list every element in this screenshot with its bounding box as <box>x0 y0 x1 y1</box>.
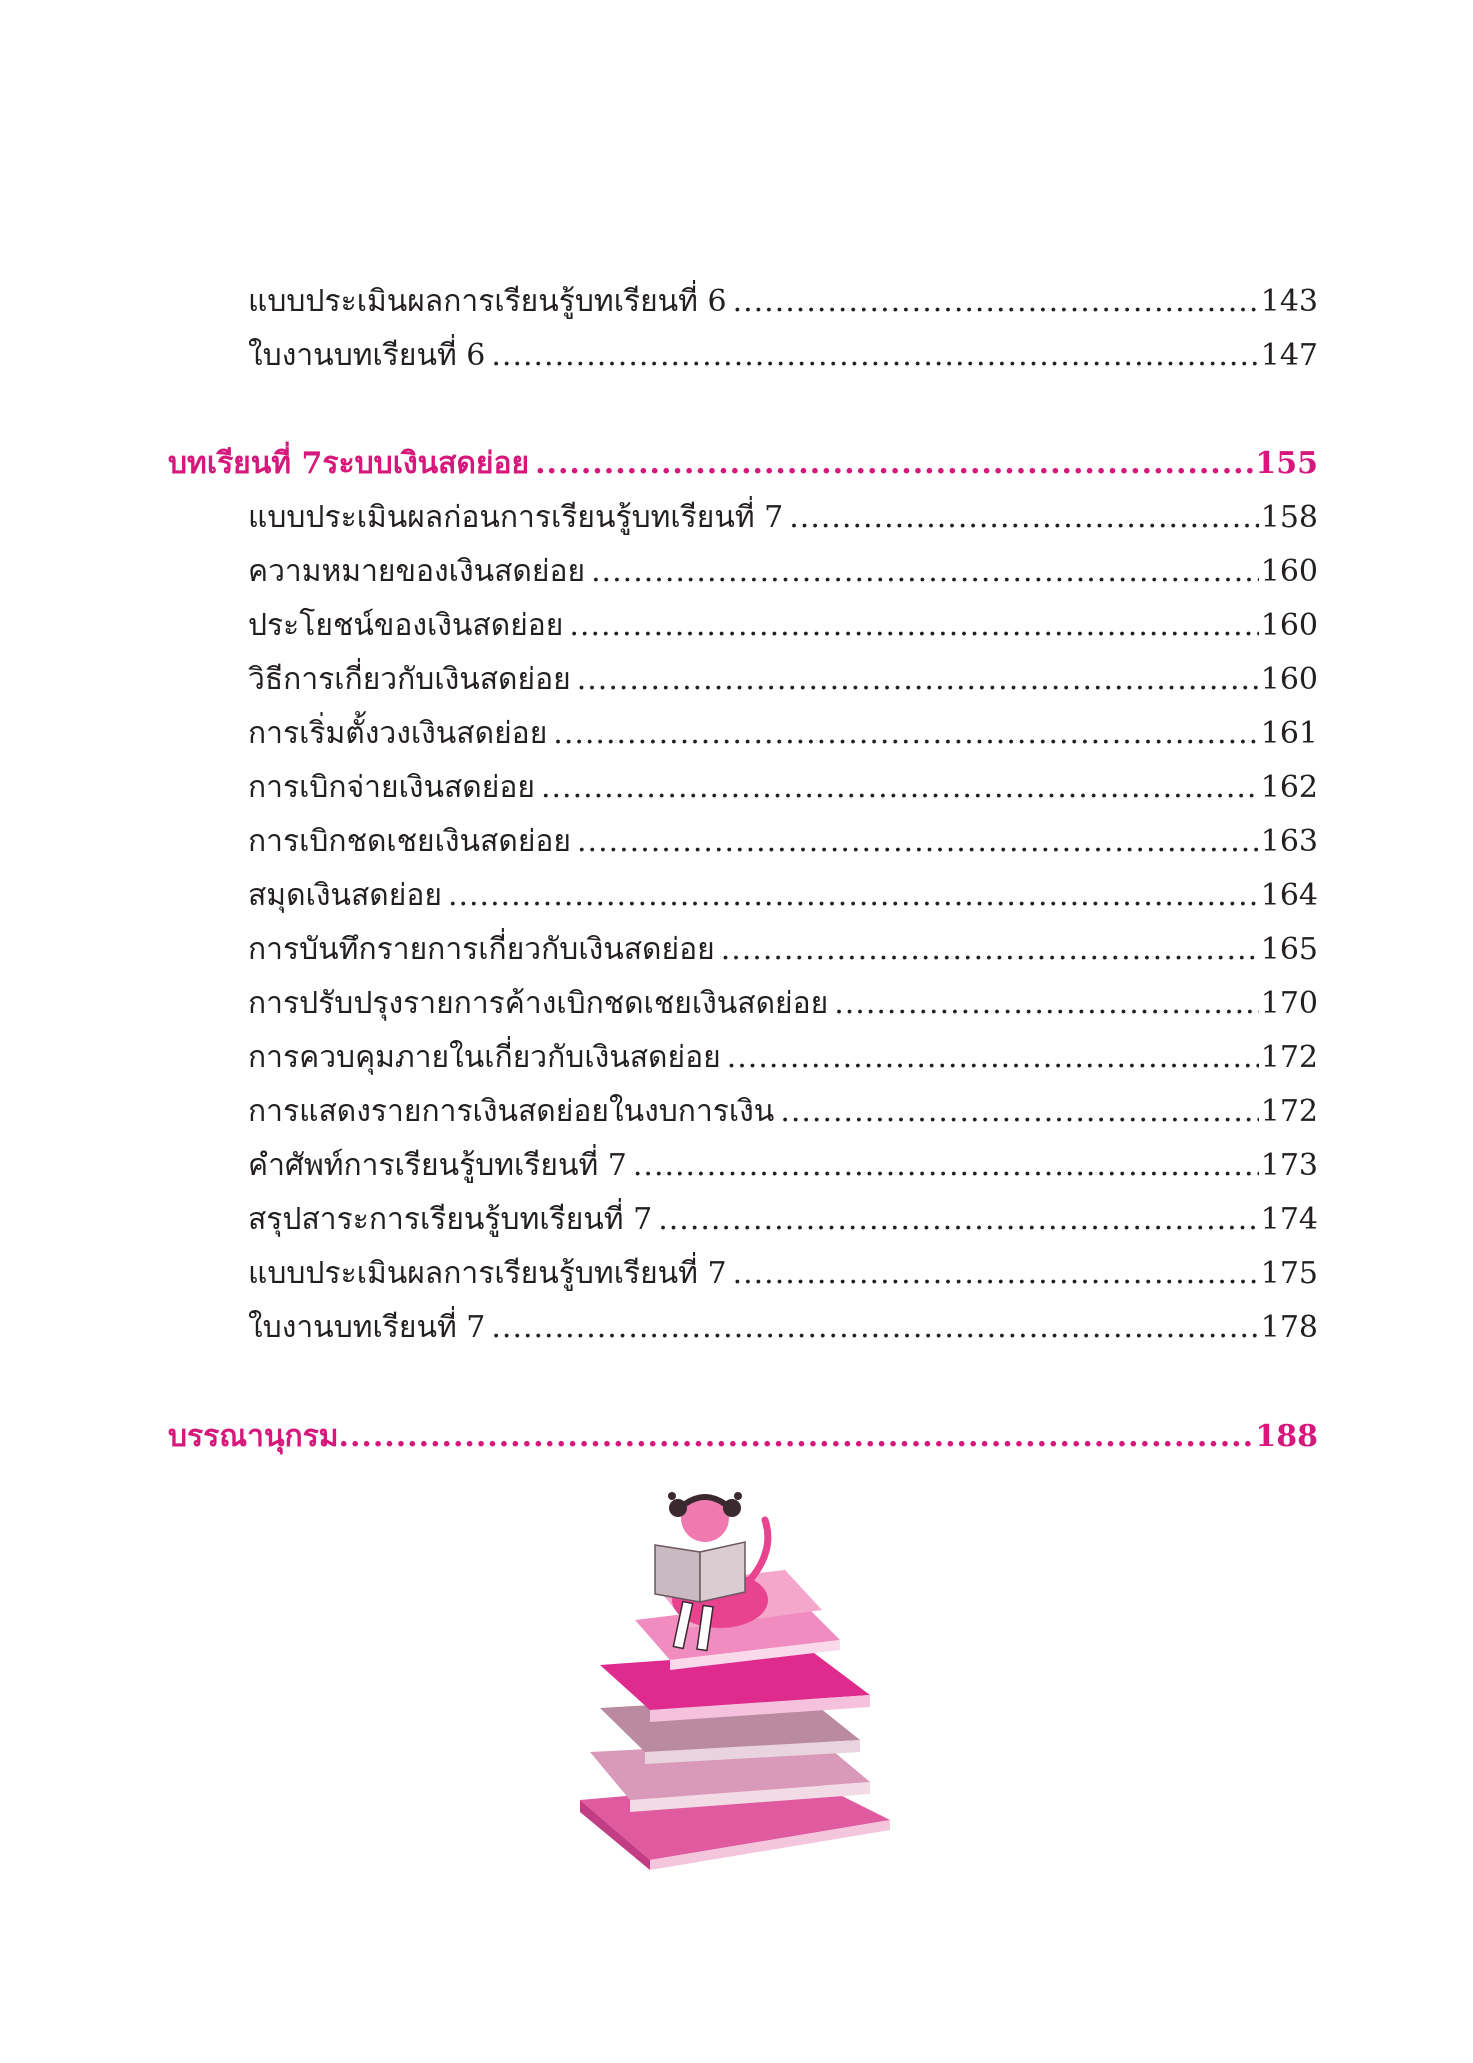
toc-entry[interactable] <box>0 1247 1473 1301</box>
toc-entry[interactable] <box>0 815 1473 869</box>
toc-entry[interactable] <box>0 329 1473 383</box>
toc-entry-page: 172 <box>1260 1040 1318 1075</box>
toc-entry-title: การเบิกชดเชยเงินสดย่อย <box>248 824 571 859</box>
toc-bibliography[interactable] <box>0 1410 1473 1464</box>
bibliography-page: 188 <box>1255 1419 1318 1454</box>
toc-entry-title: สรุปสาระการเรียนรู้บทเรียนที่ 7 <box>248 1202 653 1237</box>
dot-leader <box>577 653 1259 707</box>
toc-entry-title: ความหมายของเงินสดย่อย <box>248 554 586 589</box>
toc-entry[interactable] <box>0 923 1473 977</box>
toc-entry-title: สมุดเงินสดย่อย <box>248 878 442 913</box>
toc-entry[interactable] <box>0 1301 1473 1355</box>
toc-entry-page: 173 <box>1260 1148 1318 1183</box>
toc-entry-page: 174 <box>1260 1202 1318 1237</box>
dot-leader <box>491 1301 1258 1355</box>
dot-leader <box>535 437 1253 491</box>
toc-entry[interactable] <box>0 275 1473 329</box>
toc-entry[interactable] <box>0 491 1473 545</box>
toc-entry-title: วิธีการเกี่ยวกับเงินสดย่อย <box>248 662 571 697</box>
dot-leader <box>339 1410 1254 1464</box>
toc-entry-page: 172 <box>1260 1094 1318 1129</box>
toc-entry-page: 163 <box>1260 824 1318 859</box>
toc-entry-title: การควบคุมภายในเกี่ยวกับเงินสดย่อย <box>248 1040 721 1075</box>
toc-entry-page: 160 <box>1260 608 1318 643</box>
toc-entry-page: 162 <box>1260 770 1318 805</box>
dot-leader <box>727 1031 1259 1085</box>
toc-chapter-heading[interactable] <box>0 437 1473 491</box>
toc-entry-page: 143 <box>1260 284 1318 319</box>
bibliography-label: บรรณานุกรม <box>168 1419 339 1454</box>
toc-entry-title: ใบงานบทเรียนที่ 7 <box>248 1310 486 1345</box>
toc-entry-title: การแสดงรายการเงินสดย่อยในงบการเงิน <box>248 1094 775 1129</box>
toc-entry-page: 160 <box>1260 662 1318 697</box>
dot-leader <box>491 329 1258 383</box>
dot-leader <box>591 545 1259 599</box>
toc-entry-page: 160 <box>1260 554 1318 589</box>
toc-entry[interactable] <box>0 869 1473 923</box>
toc-entry-page: 164 <box>1260 878 1318 913</box>
toc-entry-page: 165 <box>1260 932 1318 967</box>
chapter-label: บทเรียนที่ 7 <box>168 446 323 481</box>
toc-entry[interactable] <box>0 599 1473 653</box>
toc-entry-title: การเริ่มตั้งวงเงินสดย่อย <box>248 716 548 751</box>
toc-entry-page: 175 <box>1260 1256 1318 1291</box>
toc-entry-page: 161 <box>1260 716 1318 751</box>
dot-leader <box>577 815 1259 869</box>
book-stack-girl-icon <box>560 1490 900 1870</box>
dot-leader <box>448 869 1259 923</box>
toc-entry[interactable] <box>0 1193 1473 1247</box>
dot-leader <box>721 923 1259 977</box>
toc-entry[interactable] <box>0 707 1473 761</box>
toc-entry-title: การเบิกจ่ายเงินสดย่อย <box>248 770 535 805</box>
dot-leader <box>633 1139 1259 1193</box>
dot-leader <box>541 761 1259 815</box>
girl-reading-on-book-stack-illustration <box>560 1490 900 1870</box>
dot-leader <box>789 491 1258 545</box>
toc-entry-page: 170 <box>1260 986 1318 1021</box>
toc-entry[interactable] <box>0 1031 1473 1085</box>
toc-entry-page: 147 <box>1260 338 1318 373</box>
dot-leader <box>834 977 1259 1031</box>
toc-entry[interactable] <box>0 653 1473 707</box>
toc-entry-title: ประโยชน์ของเงินสดย่อย <box>248 608 564 643</box>
toc-entry[interactable] <box>0 761 1473 815</box>
toc-entry-page: 158 <box>1260 500 1318 535</box>
dot-leader <box>569 599 1258 653</box>
toc-entry[interactable] <box>0 1139 1473 1193</box>
chapter-page: 155 <box>1255 446 1318 481</box>
toc-entry-title: แบบประเมินผลก่อนการเรียนรู้บทเรียนที่ 7 <box>248 500 784 535</box>
toc-entry-title: การบันทึกรายการเกี่ยวกับเงินสดย่อย <box>248 932 715 967</box>
dot-leader <box>658 1193 1259 1247</box>
chapter-title: ระบบเงินสดย่อย <box>322 446 530 481</box>
dot-leader <box>733 275 1259 329</box>
toc-entry-title: การปรับปรุงรายการค้างเบิกชดเชยเงินสดย่อย <box>248 986 829 1021</box>
toc-entry-page: 178 <box>1260 1310 1318 1345</box>
toc-entry-title: แบบประเมินผลการเรียนรู้บทเรียนที่ 7 <box>248 1256 727 1291</box>
toc-entry-title: แบบประเมินผลการเรียนรู้บทเรียนที่ 6 <box>248 284 727 319</box>
toc-entry[interactable] <box>0 977 1473 1031</box>
toc-entry[interactable] <box>0 1085 1473 1139</box>
dot-leader <box>780 1085 1258 1139</box>
toc-entry-title: ใบงานบทเรียนที่ 6 <box>248 338 486 373</box>
dot-leader <box>733 1247 1259 1301</box>
toc-entry-title: คำศัพท์การเรียนรู้บทเรียนที่ 7 <box>248 1148 627 1183</box>
dot-leader <box>553 707 1258 761</box>
toc-entry[interactable] <box>0 545 1473 599</box>
